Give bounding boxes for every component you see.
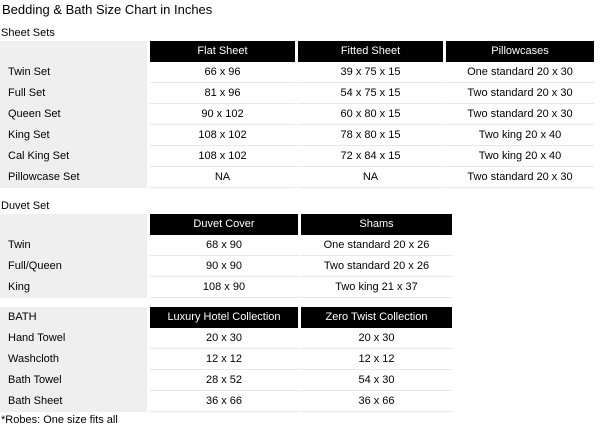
data-cell: 36 x 66 <box>301 391 452 412</box>
data-cell: 90 x 90 <box>150 256 301 277</box>
data-cell: 68 x 90 <box>150 235 301 256</box>
data-cell: 60 x 80 x 15 <box>298 104 446 125</box>
data-cell: 28 x 52 <box>150 370 301 391</box>
table-row <box>0 62 594 83</box>
page-title: Bedding & Bath Size Chart in Inches <box>2 2 213 17</box>
column-header-shams: Shams <box>301 214 452 235</box>
table-header-row <box>0 307 452 328</box>
row-label-cell: King <box>0 277 150 298</box>
table-row <box>0 349 452 370</box>
sheet-sets-table <box>0 41 594 188</box>
table-row <box>0 328 452 349</box>
row-label-cell: Full/Queen <box>0 256 150 277</box>
data-cell: One standard 20 x 30 <box>446 62 594 83</box>
row-label-cell: King Set <box>0 125 150 146</box>
data-cell: Two standard 20 x 30 <box>446 83 594 104</box>
data-cell: Two standard 20 x 30 <box>446 104 594 125</box>
table-header-row <box>0 41 594 62</box>
data-cell: Two standard 20 x 30 <box>446 167 594 188</box>
data-cell: 12 x 12 <box>150 349 301 370</box>
row-label-cell: Bath Towel <box>0 370 150 391</box>
duvet-set-table <box>0 214 452 298</box>
row-label-cell: Twin <box>0 235 150 256</box>
data-cell: 66 x 96 <box>150 62 298 83</box>
data-cell: 20 x 30 <box>150 328 301 349</box>
section-label-duvet-set: Duvet Set <box>1 200 50 212</box>
column-header-flat-sheet: Flat Sheet <box>150 41 298 62</box>
column-header-pillowcases: Pillowcases <box>446 41 594 62</box>
data-cell: 108 x 90 <box>150 277 301 298</box>
data-cell: 108 x 102 <box>150 146 298 167</box>
data-cell: 54 x 30 <box>301 370 452 391</box>
data-cell: Two king 20 x 40 <box>446 146 594 167</box>
data-cell: 78 x 80 x 15 <box>298 125 446 146</box>
corner-cell <box>0 41 150 62</box>
bath-table <box>0 307 452 412</box>
table-header-row <box>0 214 452 235</box>
data-cell: 90 x 102 <box>150 104 298 125</box>
table-row <box>0 83 594 104</box>
data-cell: 72 x 84 x 15 <box>298 146 446 167</box>
data-cell: 54 x 75 x 15 <box>298 83 446 104</box>
table-row <box>0 146 594 167</box>
column-header-duvet-cover: Duvet Cover <box>150 214 301 235</box>
table-row <box>0 277 452 298</box>
row-label-cell: Queen Set <box>0 104 150 125</box>
data-cell: 39 x 75 x 15 <box>298 62 446 83</box>
data-cell: One standard 20 x 26 <box>301 235 452 256</box>
table-row <box>0 391 452 412</box>
data-cell: Two king 21 x 37 <box>301 277 452 298</box>
table-row <box>0 235 452 256</box>
data-cell: Two standard 20 x 26 <box>301 256 452 277</box>
row-label-cell: Full Set <box>0 83 150 104</box>
row-label-cell: Bath Sheet <box>0 391 150 412</box>
data-cell: 108 x 102 <box>150 125 298 146</box>
data-cell: 20 x 30 <box>301 328 452 349</box>
data-cell: 81 x 96 <box>150 83 298 104</box>
data-cell: NA <box>150 167 298 188</box>
table-row <box>0 167 594 188</box>
column-header-zero-twist-collection: Zero Twist Collection <box>301 307 452 328</box>
table-row <box>0 370 452 391</box>
row-label-cell: Twin Set <box>0 62 150 83</box>
data-cell: 36 x 66 <box>150 391 301 412</box>
row-label-cell: Hand Towel <box>0 328 150 349</box>
data-cell: Two king 20 x 40 <box>446 125 594 146</box>
table-row <box>0 125 594 146</box>
section-label-sheet-sets: Sheet Sets <box>1 27 55 39</box>
corner-cell <box>0 214 150 235</box>
row-label-cell: Cal King Set <box>0 146 150 167</box>
column-header-fitted-sheet: Fitted Sheet <box>298 41 446 62</box>
row-label-cell: Pillowcase Set <box>0 167 150 188</box>
table-row <box>0 256 452 277</box>
corner-cell-bath: BATH <box>0 307 150 328</box>
table-row <box>0 104 594 125</box>
data-cell: 12 x 12 <box>301 349 452 370</box>
row-label-cell: Washcloth <box>0 349 150 370</box>
column-header-luxury-hotel-collection: Luxury Hotel Collection <box>150 307 301 328</box>
robes-footnote: *Robes: One size fits all <box>1 414 118 426</box>
data-cell: NA <box>298 167 446 188</box>
